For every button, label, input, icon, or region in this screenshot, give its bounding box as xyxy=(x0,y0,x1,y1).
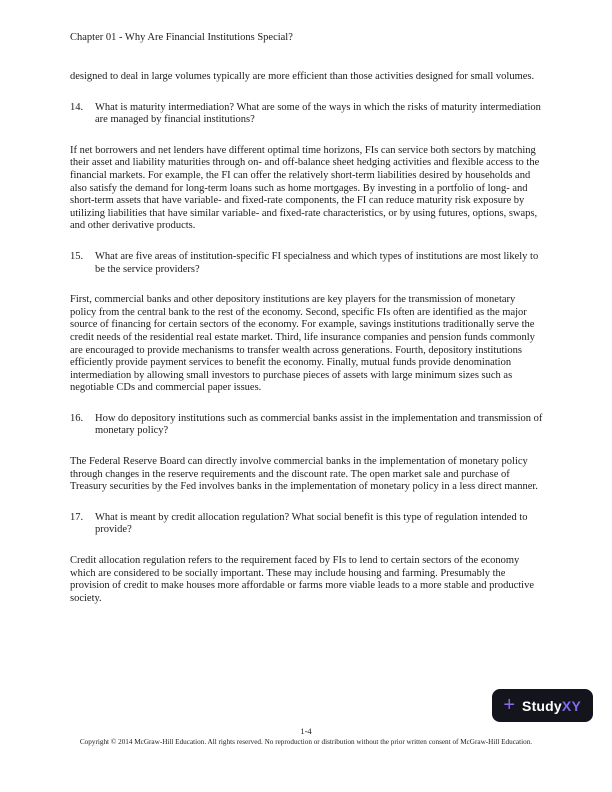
running-header-chapter-title: Chapter 01 - Why Are Financial Institutions Special? xyxy=(70,32,293,43)
brand-secondary-text: XY xyxy=(561,697,581,714)
question-17 xyxy=(70,512,544,537)
question-16 xyxy=(70,413,544,438)
question-number: 17. xyxy=(70,511,84,523)
page-footer xyxy=(0,726,612,747)
brand-primary-text: Study xyxy=(522,697,562,714)
studyxy-logo-text xyxy=(522,699,581,713)
answer-paragraph: The Federal Reserve Board can directly involve commercial banks in the implementation of monetary policy through changes in the reserve requirements and the discount rate. The open market sale and purchase of Treasury securities by the Fed involves banks in the implementation of monetary policy in a less direct manner. xyxy=(70,456,538,493)
qa-item-14 xyxy=(70,102,544,233)
question-text: What are five areas of institution-specific FI specialness and which types of institutions are most likely to be the service providers? xyxy=(95,250,539,275)
question-number: 16. xyxy=(70,412,84,424)
question-15 xyxy=(70,251,544,276)
question-text: What is maturity intermediation? What are some of the ways in which the risks of maturity intermediation are managed by financial institutions? xyxy=(95,101,541,126)
question-text: How do depository institutions such as commercial banks assist in the implementation and transmission of monetary policy? xyxy=(95,412,543,437)
plus-icon: + xyxy=(503,693,516,716)
studyxy-logo-badge xyxy=(492,689,593,722)
question-number: 14. xyxy=(70,101,84,113)
intro-paragraph: designed to deal in large volumes typically are more efficient than those activities designed for small volumes. xyxy=(70,71,535,82)
question-14 xyxy=(70,102,544,127)
question-number: 15. xyxy=(70,250,84,262)
answer-paragraph: First, commercial banks and other depository institutions are key players for the transmission of monetary policy from the central bank to the rest of the economy. Second, specific FIs often are identified as the major source of financing for certain sectors of the economy. For example, savings institutions traditionally serve the credit needs of the residential real estate market. Third, life insurance companies and pension funds commonly are encouraged to provide mechanisms to transfer wealth across generations. Fourth, depository institutions efficiently provide payment services to benefit the economy. Finally, mutual funds provide denomination intermediation by allowing small investors to purchase pieces of assets with large minimum sizes such as negotiable CDs and commercial paper issues. xyxy=(70,294,535,394)
qa-item-15 xyxy=(70,251,544,395)
page-number: 1-4 xyxy=(300,726,312,736)
question-text: What is meant by credit allocation regulation? What social benefit is this type of regulation intended to provide? xyxy=(95,511,528,536)
qa-item-17 xyxy=(70,512,544,606)
page-content xyxy=(70,71,544,605)
qa-item-16 xyxy=(70,413,544,494)
copyright-notice: Copyright © 2014 McGraw-Hill Education. All rights reserved. No reproduction or distribution without the prior written consent of McGraw-Hill Education. xyxy=(79,738,533,746)
answer-paragraph: If net borrowers and net lenders have different optimal time horizons, FIs can service both sectors by matching their asset and liability maturities through on- and off-balance sheet hedging activities and flexible access to the financial markets. For example, the FI can offer the relatively short-term liabilities desired by households and also satisfy the demand for long-term loans such as home mortgages. By investing in a portfolio of long- and short-term assets that have variable- and fixed-rate components, the FI can reduce maturity risk exposure by utilizing liabilities that have similar variable- and fixed-rate characteristics, or by using futures, options, swaps, and other derivative products. xyxy=(70,144,540,232)
answer-paragraph: Credit allocation regulation refers to the requirement faced by FIs to lend to certain sectors of the economy which are considered to be socially important. These may include housing and farming. Presumably the provision of credit to make houses more affordable or farms more viable leads to a more stable and productive society. xyxy=(70,555,534,604)
